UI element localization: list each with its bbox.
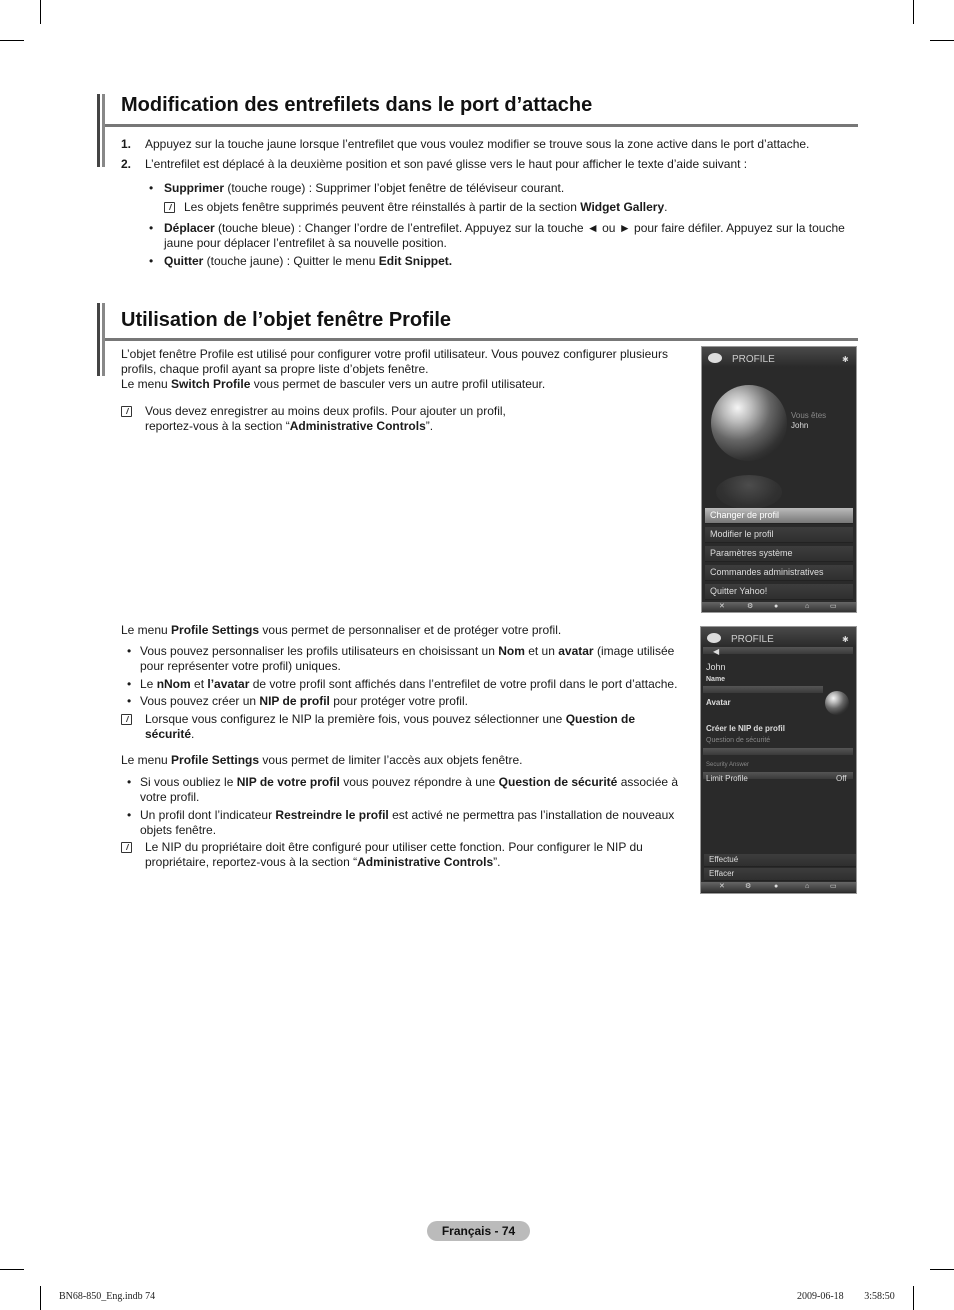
note-text: Le NIP du propriétaire doit être configuré pour utiliser cette fonction. Pour configurer le NIP du propriétaire, reportez-vous à la section “Administrative Controls”. — [145, 840, 643, 869]
close-icon[interactable]: ✕ — [719, 603, 725, 610]
note-icon — [164, 202, 175, 213]
crop-mark — [40, 0, 41, 24]
bullet-text: Supprimer (touche rouge) : Supprimer l’objet fenêtre de téléviseur courant. — [164, 181, 565, 195]
settings-icon[interactable]: ⚙ — [745, 883, 752, 890]
menu-item-admin-controls[interactable]: Commandes administratives — [705, 565, 853, 581]
yahoo-icon — [708, 353, 722, 363]
body-text: Le menu Profile Settings vous permet de limiter l’accès aux objets fenêtre. — [121, 753, 523, 767]
note-icon — [121, 406, 132, 417]
avatar-label[interactable]: Avatar — [706, 698, 731, 707]
globe-avatar-icon — [711, 385, 787, 461]
dock-icon[interactable]: ▭ — [830, 603, 837, 610]
limit-profile-value[interactable]: Off — [836, 774, 847, 783]
crop-mark — [913, 1286, 914, 1310]
panel-header — [701, 627, 856, 647]
security-question-label[interactable]: Question de sécurité — [706, 737, 771, 744]
section-title: Modification des entrefilets dans le port d’attache — [121, 94, 593, 116]
section-title: Utilisation de l’objet fenêtre Profile — [121, 309, 452, 331]
menu-item-quit-yahoo[interactable]: Quitter Yahoo! — [705, 584, 853, 600]
bullet: • — [127, 677, 132, 691]
bullet-text: Le nNom et l’avatar de votre profil sont affichés dans l’entrefilet de votre profil dans le port d’attache. — [140, 677, 678, 691]
bullet: • — [149, 181, 154, 195]
print-date: 2009-06-18 ￿￿ 3:58:50 — [797, 1291, 895, 1302]
bullet-text: Si vous oubliez le NIP de votre profil vous pouvez répondre à une Question de sécurité associée à votre profil. — [140, 775, 679, 804]
globe-reflection — [716, 475, 782, 509]
crop-mark — [930, 40, 954, 41]
menu-item-system-settings[interactable]: Paramètres système — [705, 546, 853, 562]
note-text: reportez-vous à la section “Administrative Controls”. — [145, 419, 434, 433]
crop-mark — [0, 1269, 24, 1270]
note-icon — [121, 842, 132, 853]
step-number: 1. — [121, 137, 132, 151]
you-are-label: Vous êtes — [791, 411, 827, 420]
bullet-text: Vous pouvez créer un NIP de profil pour protéger votre profil. — [140, 694, 468, 708]
note-text: Vous devez enregistrer au moins deux profils. Pour ajouter un profil, — [145, 404, 506, 418]
note-icon — [121, 714, 132, 725]
name-value[interactable]: John — [706, 662, 726, 672]
settings-icon[interactable]: ⚙ — [747, 603, 754, 610]
bullet: • — [149, 254, 154, 268]
bullet: • — [127, 808, 132, 822]
profile-settings-screenshot — [700, 626, 857, 894]
user-name: John — [791, 421, 809, 430]
section-bar — [97, 303, 105, 376]
bullet-text: Quitter (touche jaune) : Quitter le menu Edit Snippet. — [164, 254, 453, 268]
profile-widget-screenshot — [701, 346, 857, 613]
up-icon[interactable]: ⌂ — [805, 603, 810, 610]
page-number-badge: Français - 74 — [427, 1221, 530, 1241]
star-icon: ✱ — [842, 355, 849, 364]
step-text: Appuyez sur la touche jaune lorsque l’entrefilet que vous voulez modifier se trouve sous la zone active dans le port d’attache. — [145, 137, 810, 151]
bullet-text: Vous pouvez personnaliser les profils utilisateurs en choisissant un Nom et un avatar (image utilisée pour représenter votre profil) uniques. — [140, 644, 675, 673]
yahoo-icon — [707, 633, 721, 643]
create-pin-label[interactable]: Créer le NIP de profil — [706, 724, 785, 733]
security-answer-label[interactable]: Security Answer — [706, 762, 750, 768]
crop-mark — [40, 1286, 41, 1310]
file-name: BN68-850_Eng.indb 74 — [59, 1291, 156, 1302]
up-icon[interactable]: ⌂ — [805, 883, 810, 890]
section-rule — [105, 338, 858, 341]
intro-text: Le menu Switch Profile vous permet de basculer vers un autre profil utilisateur. — [121, 377, 546, 391]
section-rule — [105, 124, 858, 127]
bullet-text: Déplacer (touche bleue) : Changer l’ordre de l’entrefilet. Appuyez sur la touche ◄ ou ► pour faire défiler. Appuyez sur la touche jaune pour déplacer l’entrefilet à sa nouvelle position. — [164, 221, 845, 250]
bullet: • — [127, 775, 132, 789]
panel-title: PROFILE — [732, 354, 775, 365]
panel-title: PROFILE — [731, 634, 774, 645]
name-label: Name — [706, 676, 726, 683]
close-icon[interactable]: ✕ — [719, 883, 725, 890]
note-text: Lorsque vous configurez le NIP la première fois, vous pouvez sélectionner une Question de sécurité. — [145, 712, 636, 741]
clear-button[interactable]: Effacer — [704, 868, 856, 881]
body-text: Le menu Profile Settings vous permet de personnaliser et de protéger votre profil. — [121, 623, 562, 637]
bullet: • — [127, 644, 132, 658]
section-bar — [97, 94, 105, 167]
done-button[interactable]: Effectué — [704, 854, 856, 867]
limit-profile-label[interactable]: Limit Profile — [706, 774, 748, 783]
back-arrow-icon[interactable]: ◀ — [713, 647, 720, 656]
panel-header — [702, 347, 856, 367]
menu-item-edit-profile[interactable]: Modifier le profil — [705, 527, 853, 543]
yahoo-icon[interactable]: ● — [774, 603, 779, 610]
dock-icon[interactable]: ▭ — [830, 883, 837, 890]
step-text: L’entrefilet est déplacé à la deuxième position et son pavé glisse vers le haut pour afficher le texte d’aide suivant : — [145, 157, 748, 171]
crop-mark — [930, 1269, 954, 1270]
star-icon: ✱ — [842, 635, 849, 644]
crop-mark — [0, 40, 24, 41]
bullet: • — [127, 694, 132, 708]
intro-text: L’objet fenêtre Profile est utilisé pour configurer votre profil utilisateur. Vous pouvez configurer plusieurs profils, chaque profil ayant sa propre liste d’objets fenêtre. — [121, 347, 668, 376]
bullet-text: Un profil dont l’indicateur Restreindre le profil est activé ne permettra pas l’installation de nouveaux objets fenêtre. — [140, 808, 675, 837]
note-text: Les objets fenêtre supprimés peuvent être réinstallés à partir de la section Widget Gallery. — [184, 200, 668, 214]
yahoo-icon[interactable]: ● — [774, 883, 779, 890]
menu-item-switch-profile[interactable]: Changer de profil — [705, 508, 853, 524]
bullet: • — [149, 221, 154, 235]
globe-avatar-icon[interactable] — [825, 691, 849, 715]
step-number: 2. — [121, 157, 132, 171]
crop-mark — [913, 0, 914, 24]
